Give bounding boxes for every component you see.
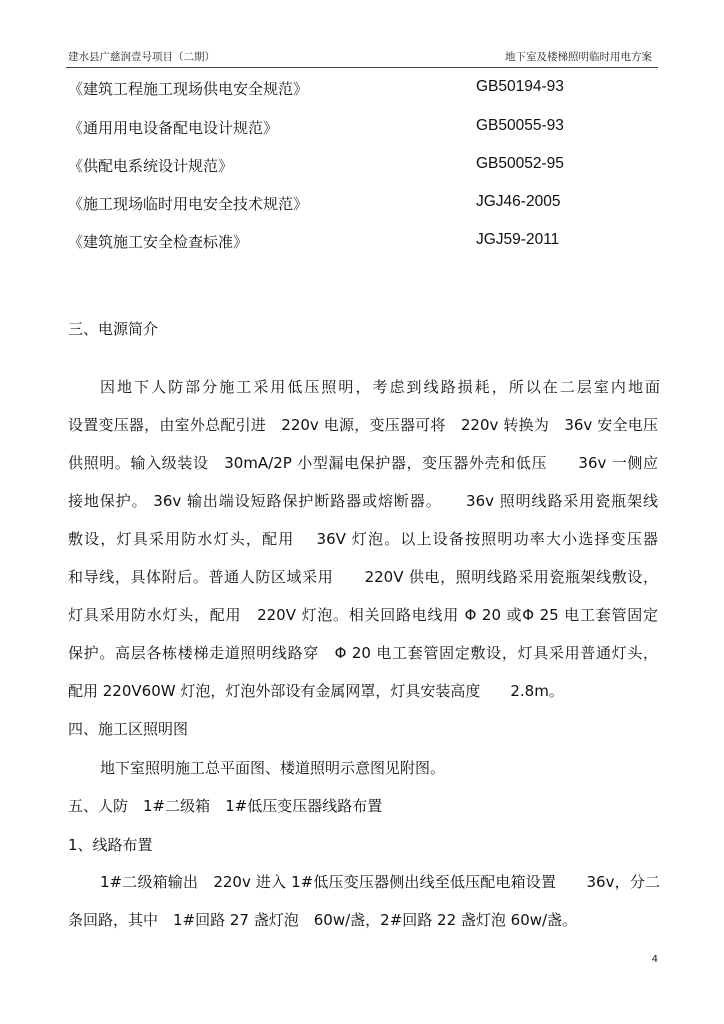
paragraph-line: 灯具采用防水灯头，配用 220V 灯泡。相关回路电线用 Φ 20 或Φ 25 电工套管固定 xyxy=(68,606,658,624)
paragraph-line: 因地下人防部分施工采用低压照明，考虑到线路损耗，所以在二层室内地面 xyxy=(100,378,660,396)
paragraph-line: 配用 220V60W 灯泡，灯泡外部设有金属网罩，灯具安装高度 2.8m。 xyxy=(68,682,564,700)
standard-row xyxy=(68,155,658,179)
standard-code: GB50052-95 xyxy=(476,155,564,172)
paragraph-line: 条回路，其中 1#回路 27 盏灯泡 60w/盏，2#回路 22 盏灯泡 60w/盏。 xyxy=(68,911,578,929)
standard-row xyxy=(68,117,658,141)
standard-row xyxy=(68,231,658,255)
paragraph-line: 供照明。输入级装设 30mA/2P 小型漏电保护器，变压器外壳和低压 36v 一侧应 xyxy=(68,454,658,472)
section-heading: 四、施工区照明图 xyxy=(68,720,189,738)
standard-name: 《供配电系统设计规范》 xyxy=(68,157,234,175)
paragraph-line: 敷设，灯具采用防水灯头，配用 36V 灯泡。以上设备按照明功率大小选择变压器 xyxy=(68,530,658,548)
paragraph-line: 和导线，具体附后。普通人防区域采用 220V 供电，照明线路采用瓷瓶架线敷设， xyxy=(68,568,658,586)
header-document-title: 地下室及楼梯照明临时用电方案 xyxy=(505,51,652,63)
paragraph-line: 保护。高层各栋楼梯走道照明线路穿 Φ 20 电工套管固定敷设，灯具采用普通灯头， xyxy=(68,644,658,662)
section-heading: 五、人防 1#二级箱 1#低压变压器线路布置 xyxy=(68,797,383,815)
standard-row xyxy=(68,78,658,102)
standard-code: GB50055-93 xyxy=(476,117,564,134)
header-divider xyxy=(66,67,658,68)
section-heading: 三、电源简介 xyxy=(68,320,159,338)
standard-code: JGJ46-2005 xyxy=(476,193,561,210)
standard-name: 《建筑工程施工现场供电安全规范》 xyxy=(68,80,309,98)
standard-name: 《建筑施工安全检查标准》 xyxy=(68,233,249,251)
paragraph-line: 接地保护。 36v 输出端设短路保护断路器或熔断器。 36v 照明线路采用瓷瓶架线 xyxy=(68,492,658,510)
paragraph-line: 1#二级箱输出 220v 进入 1#低压变压器侧出线至低压配电箱设置 36v，分二 xyxy=(100,873,660,891)
paragraph-line: 地下室照明施工总平面图、楼道照明示意图见附图。 xyxy=(100,759,446,777)
standard-code: GB50194-93 xyxy=(476,78,564,95)
sub-heading: 1、线路布置 xyxy=(68,836,153,854)
standard-name: 《通用用电设备配电设计规范》 xyxy=(68,119,279,137)
standard-name: 《施工现场临时用电安全技术规范》 xyxy=(68,195,309,213)
page-number: 4 xyxy=(651,954,658,965)
paragraph-line: 设置变压器，由室外总配引进 220v 电源，变压器可将 220v 转换为 36v 安全电压 xyxy=(68,416,658,434)
standard-row xyxy=(68,193,658,217)
standard-code: JGJ59-2011 xyxy=(476,231,560,248)
header-project-name: 建水县广慈润壹号项目（二期） xyxy=(68,51,215,63)
